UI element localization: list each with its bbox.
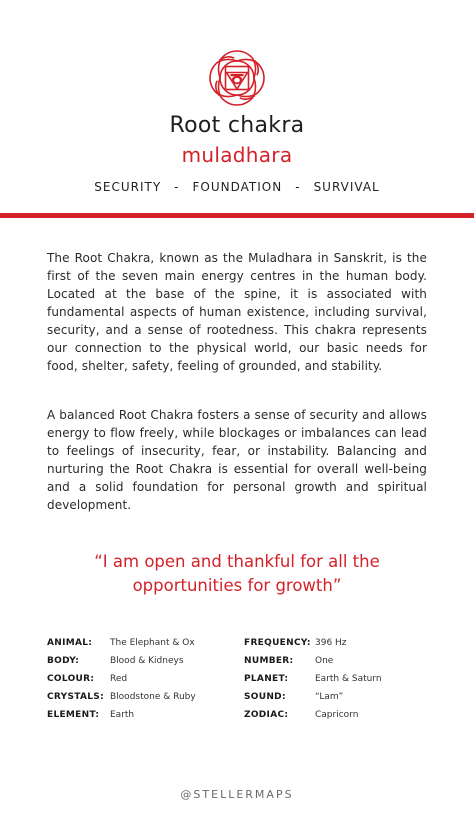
fact-label: FREQUENCY: — [244, 638, 311, 648]
fact-row-planet — [244, 670, 382, 688]
fact-label: SOUND: — [244, 692, 286, 702]
keyword: SECURITY — [94, 180, 162, 194]
keywords-line — [0, 180, 474, 194]
fact-label: CRYSTALS: — [47, 692, 104, 702]
fact-row-element — [47, 706, 196, 724]
fact-value: Red — [110, 674, 128, 684]
affirmation-quote: “I am open and thankful for all the opportunities for growth” — [94, 552, 380, 595]
facts-column-left — [47, 634, 196, 724]
keyword: FOUNDATION — [192, 180, 283, 194]
fact-value: Bloodstone & Ruby — [110, 692, 196, 702]
keyword: SURVIVAL — [313, 180, 380, 194]
fact-value: 396 Hz — [315, 638, 347, 648]
balance-paragraph: A balanced Root Chakra fosters a sense of security and allows energy to flow freely, while blockages or imbalances can lead to feelings of insecurity, fear, or instability. Balancing and nurturing the Root Chakra is essential for overall well-being and a solid foundation for personal growth and spiritual development. — [47, 408, 427, 512]
fact-row-body — [47, 652, 196, 670]
fact-value: “Lam” — [315, 692, 344, 702]
lotus-petal — [254, 61, 264, 95]
facts-column-right — [244, 634, 382, 724]
fact-label: ANIMAL: — [47, 638, 93, 648]
fact-row-colour — [47, 670, 196, 688]
keyword-separator: - — [295, 180, 301, 194]
fact-value: Blood & Kidneys — [110, 656, 184, 666]
fact-label: PLANET: — [244, 674, 289, 684]
keyword-separator: - — [174, 180, 180, 194]
sanskrit-name: muladhara — [181, 143, 293, 167]
muladhara-lotus-icon — [207, 48, 267, 108]
fact-row-crystals — [47, 688, 196, 706]
social-handle: @STELLERMAPS — [180, 788, 294, 801]
fact-label: ZODIAC: — [244, 710, 289, 720]
header-divider — [0, 213, 474, 218]
lotus-petal — [220, 51, 254, 61]
fact-label: ELEMENT: — [47, 710, 100, 720]
fact-value: One — [315, 656, 334, 666]
fact-label: NUMBER: — [244, 656, 294, 666]
lotus-petal — [210, 61, 220, 95]
fact-row-sound — [244, 688, 382, 706]
fact-label: COLOUR: — [47, 674, 95, 684]
fact-label: BODY: — [47, 656, 80, 666]
page-title: Root chakra — [169, 113, 305, 138]
fact-value: Earth & Saturn — [315, 674, 382, 684]
fact-value: Capricorn — [315, 710, 359, 720]
fact-row-animal — [47, 634, 196, 652]
fact-row-number — [244, 652, 382, 670]
fact-value: Earth — [110, 710, 135, 720]
fact-row-zodiac — [244, 706, 382, 724]
fact-row-frequency — [244, 634, 382, 652]
lotus-petal — [220, 95, 254, 105]
fact-value: The Elephant & Ox — [110, 638, 195, 648]
description-paragraph: The Root Chakra, known as the Muladhara in Sanskrit, is the first of the seven main energy centres in the human body. Located at the base of the spine, it is associated with fundamental aspects of human existence, including survival, security, and a sense of rootedness. This chakra represents our connection to the physical world, our basic needs for food, shelter, safety, feeling of grounded, and stability. — [47, 251, 427, 373]
